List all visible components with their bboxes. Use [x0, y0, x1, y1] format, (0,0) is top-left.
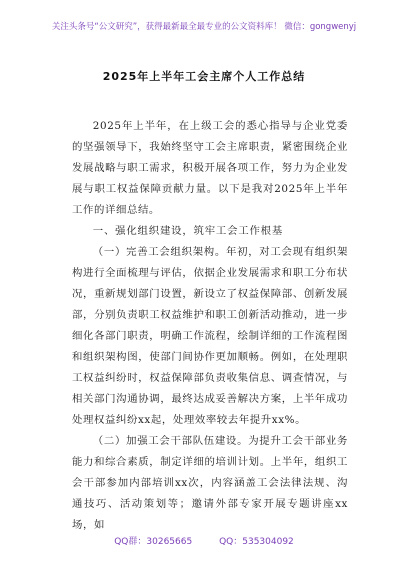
footer-qq-group: QQ群：30265665 [114, 537, 193, 547]
header-promo-banner: 关注头条号“公文研究”，获得最新最全最专业的公文资料库！ 微信：gongwenyj [51, 22, 357, 32]
footer-contact-bar [0, 534, 408, 547]
document-body [72, 116, 348, 536]
paragraph-org-structure: （一）完善工会组织架构。年初，对工会现有组织架构进行全面梳理与评估，依据企业发展需求和职工分布状况，重新规划部门设置，新设立了权益保障部、创新发展部，分别负责职工权益维护和职工创新活动推动，进一步细化各部门职责，明确工作流程，绘制详细的工作流程图和组织架构图，使部门间协作更加顺畅。例如，在处理职工权益纠纷时，权益保障部负责收集信息、调查情况，与相关部门沟通协调，最终达成妥善解决方案，上半年成功处理权益纠纷xx起，处理效率较去年提升xx%。 [72, 246, 348, 426]
footer-qq-number: QQ：535304092 [219, 537, 294, 547]
document-title: 2025年上半年工会主席个人工作总结 [102, 70, 306, 83]
paragraph-cadre-training: （二）加强工会干部队伍建设。为提升工会干部业务能力和综合素质，制定详细的培训计划。上半年，组织工会干部参加内部培训xx次，内容涵盖工会法律法规、沟通技巧、活动策划等；邀请外部专家开展专题讲座xx场，如 [72, 435, 348, 531]
paragraph-intro: 2025年上半年，在上级工会的悉心指导与企业党委的坚强领导下，我始终坚守工会主席职责，紧密围绕企业发展战略与职工需求，积极开展各项工作，努力为企业发展与职工权益保障贡献力量。以下是我对2025年上半年工作的详细总结。 [72, 120, 348, 216]
section-heading: 一、强化组织建设，筑牢工会工作根基 [92, 225, 284, 237]
